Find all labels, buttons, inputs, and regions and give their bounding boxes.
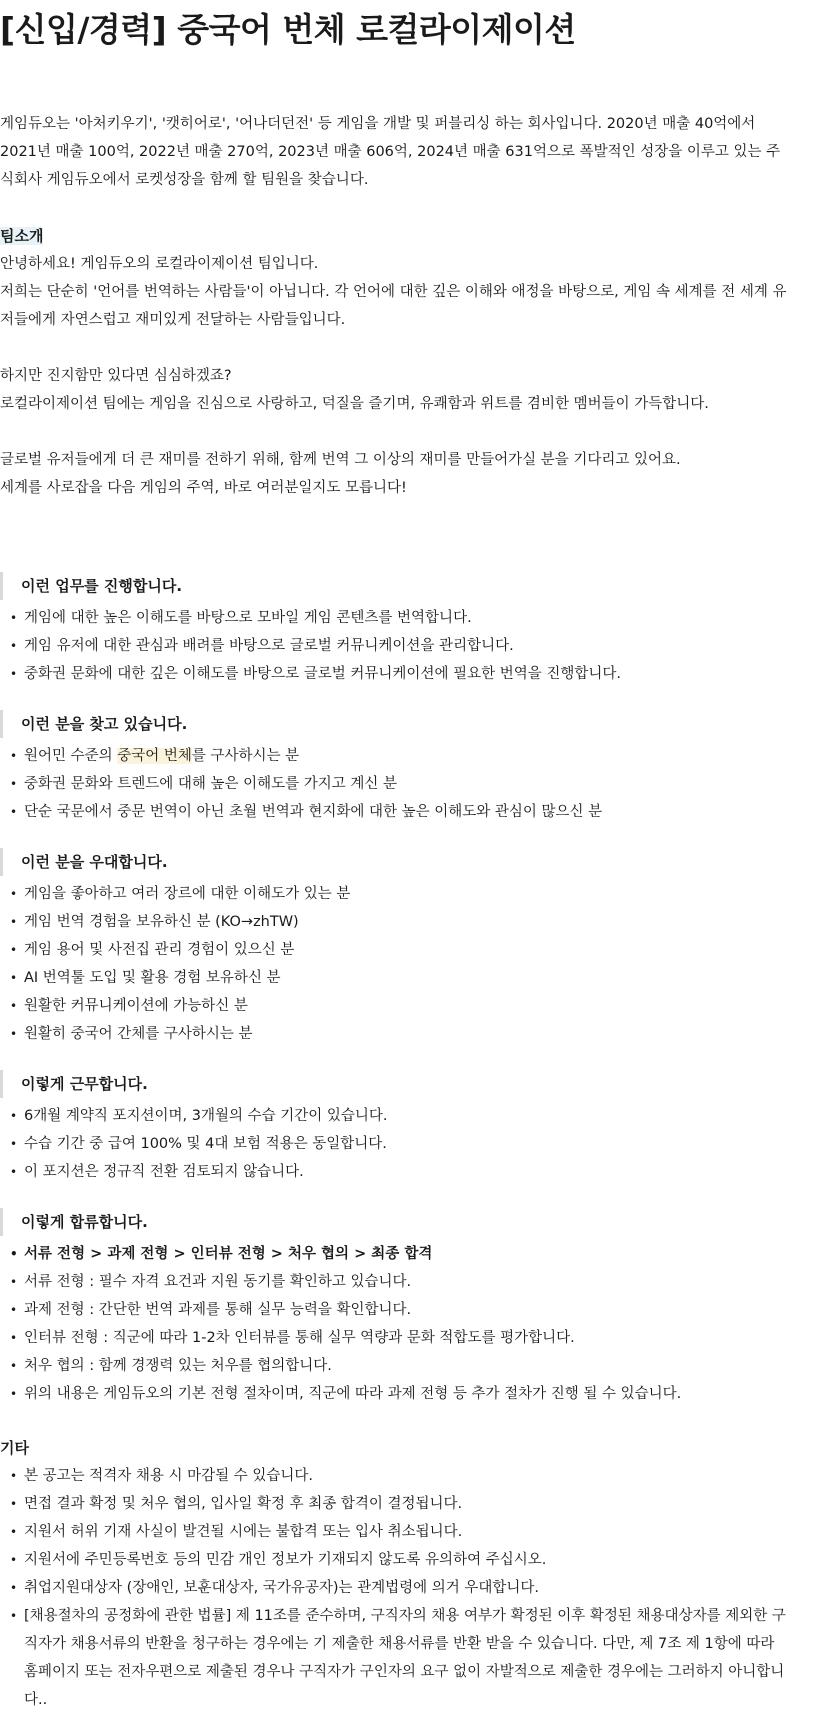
preferred-section bbox=[0, 848, 790, 1048]
process-list bbox=[0, 1240, 790, 1408]
requirements-heading: 이런 분을 찾고 있습니다. bbox=[0, 710, 790, 738]
requirements-list bbox=[0, 742, 790, 826]
list-item: • 이 포지션은 정규직 전환 검토되지 않습니다. bbox=[0, 1158, 790, 1186]
team-heading bbox=[0, 222, 790, 250]
etc-list bbox=[0, 1462, 790, 1714]
team-heading-label: 팀소개 bbox=[0, 227, 44, 245]
list-item: • [채용절차의 공정화에 관한 법률] 제 11조를 준수하며, 구직자의 채용 여부가 확정된 이후 확정된 채용대상자를 제외한 구직자가 채용서류의 반환을 청구하는 경우에는 기 제출한 채용서류를 반환 받을 수 있습니다. 다만, 제 7조 제 1항에 따라 홈페이지 또는 전자우편으로 제출된 경우나 구직자가 구인자의 요구 없이 자발적으로 제출한 경우에는 그러하지 아니합니다.. bbox=[0, 1602, 790, 1714]
list-item: • 지원서 허위 기재 사실이 발견될 시에는 불합격 또는 입사 취소됩니다. bbox=[0, 1518, 790, 1546]
list-item: • 원활히 중국어 간체를 구사하시는 분 bbox=[0, 1020, 790, 1048]
list-item: • 위의 내용은 게임듀오의 기본 전형 절차이며, 직군에 따라 과제 전형 등 추가 절차가 진행 될 수 있습니다. bbox=[0, 1380, 790, 1408]
duties-list bbox=[0, 604, 790, 688]
list-item: • 본 공고는 적격자 채용 시 마감될 수 있습니다. bbox=[0, 1462, 790, 1490]
list-item: • 6개월 계약직 포지션이며, 3개월의 수습 기간이 있습니다. bbox=[0, 1102, 790, 1130]
list-item: • 과제 전형 : 간단한 번역 과제를 통해 실무 능력을 확인합니다. bbox=[0, 1296, 790, 1324]
duties-section bbox=[0, 572, 790, 688]
list-item: • 취업지원대상자 (장애인, 보훈대상자, 국가유공자)는 관계법령에 의거 우대합니다. bbox=[0, 1574, 790, 1602]
work-list bbox=[0, 1102, 790, 1186]
preferred-list bbox=[0, 880, 790, 1048]
team-paragraph: 로컬라이제이션 팀에는 게임을 진심으로 사랑하고, 덕질을 즐기며, 유쾌함과 위트를 겸비한 멤버들이 가득합니다. bbox=[0, 396, 709, 412]
company-intro bbox=[0, 110, 790, 194]
list-item: • 서류 전형 : 필수 자격 요건과 지원 동기를 확인하고 있습니다. bbox=[0, 1268, 790, 1296]
preferred-heading: 이런 분을 우대합니다. bbox=[0, 848, 790, 876]
duties-heading: 이런 업무를 진행합니다. bbox=[0, 572, 790, 600]
list-item: • 지원서에 주민등록번호 등의 민감 개인 정보가 기재되지 않도록 유의하여 주십시오. bbox=[0, 1546, 790, 1574]
team-paragraph: 안녕하세요! 게임듀오의 로컬라이제이션 팀입니다. bbox=[0, 256, 319, 272]
requirement-text: 를 구사하시는 분 bbox=[191, 748, 300, 764]
list-item: • 게임에 대한 높은 이해도를 바탕으로 모바일 게임 콘텐츠를 번역합니다. bbox=[0, 604, 790, 632]
work-section bbox=[0, 1070, 790, 1186]
work-heading: 이렇게 근무합니다. bbox=[0, 1070, 790, 1098]
requirement-text: 원어민 수준의 bbox=[24, 748, 118, 764]
list-item: • 수습 기간 중 급여 100% 및 4대 보험 적용은 동일합니다. bbox=[0, 1130, 790, 1158]
intro-paragraph: 게임듀오는 '아처키우기', '캣히어로', '어나더던전' 등 게임을 개발 및 퍼블리싱 하는 회사입니다. 2020년 매출 40억에서 2021년 매출 100억, 2022년 매출 270억, 2023년 매출 606억, 2024년 매출 631억으로 폭발적인 성장을 이루고 있는 주식회사 게임듀오에서 로켓성장을 함께 할 팀원을 찾습니다. bbox=[0, 116, 781, 188]
list-item: • 게임 번역 경험을 보유하신 분 (KO→zhTW) bbox=[0, 908, 790, 936]
list-item: • 인터뷰 전형 : 직군에 따라 1-2차 인터뷰를 통해 실무 역량과 문화 적합도를 평가합니다. bbox=[0, 1324, 790, 1352]
page-title: [신입/경력] 중국어 번체 로컬라이제이션 bbox=[0, 10, 576, 49]
list-item: • 중화권 문화에 대한 깊은 이해도를 바탕으로 글로벌 커뮤니케이션에 필요한 번역을 진행합니다. bbox=[0, 660, 790, 688]
list-item bbox=[0, 742, 790, 770]
process-heading: 이렇게 합류합니다. bbox=[0, 1208, 790, 1236]
list-item: • 원활한 커뮤니케이션에 가능하신 분 bbox=[0, 992, 790, 1020]
list-item: • 면접 결과 확정 및 처우 협의, 입사일 확정 후 최종 합격이 결정됩니다. bbox=[0, 1490, 790, 1518]
team-paragraph: 하지만 진지함만 있다면 심심하겠죠? bbox=[0, 368, 232, 384]
process-steps: • 서류 전형 > 과제 전형 > 인터뷰 전형 > 처우 협의 > 최종 합격 bbox=[0, 1240, 790, 1268]
highlighted-text: 중국어 번체 bbox=[117, 748, 192, 764]
requirements-section bbox=[0, 710, 790, 826]
team-intro bbox=[0, 250, 790, 502]
list-item: • 게임 유저에 대한 관심과 배려를 바탕으로 글로벌 커뮤니케이션을 관리합니다. bbox=[0, 632, 790, 660]
team-paragraph: 세계를 사로잡을 다음 게임의 주역, 바로 여러분일지도 모릅니다! bbox=[0, 480, 407, 496]
process-section bbox=[0, 1208, 790, 1408]
team-paragraph: 저희는 단순히 '언어를 번역하는 사람들'이 아닙니다. 각 언어에 대한 깊은 이해와 애정을 바탕으로, 게임 속 세계를 전 세계 유저들에게 자연스럽고 재미있게 전달하는 사람들입니다. bbox=[0, 284, 787, 328]
list-item: • 게임 용어 및 사전집 관리 경험이 있으신 분 bbox=[0, 936, 790, 964]
list-item: • 게임을 좋아하고 여러 장르에 대한 이해도가 있는 분 bbox=[0, 880, 790, 908]
etc-heading: 기타 bbox=[0, 1439, 29, 1457]
team-paragraph: 글로벌 유저들에게 더 큰 재미를 전하기 위해, 함께 번역 그 이상의 재미를 만들어가실 분을 기다리고 있어요. bbox=[0, 452, 681, 468]
list-item: • 처우 협의 : 함께 경쟁력 있는 처우를 협의합니다. bbox=[0, 1352, 790, 1380]
list-item: • 중화권 문화와 트렌드에 대해 높은 이해도를 가지고 계신 분 bbox=[0, 770, 790, 798]
list-item: • 단순 국문에서 중문 번역이 아닌 초월 번역과 현지화에 대한 높은 이해도와 관심이 많으신 분 bbox=[0, 798, 790, 826]
list-item: • AI 번역툴 도입 및 활용 경험 보유하신 분 bbox=[0, 964, 790, 992]
